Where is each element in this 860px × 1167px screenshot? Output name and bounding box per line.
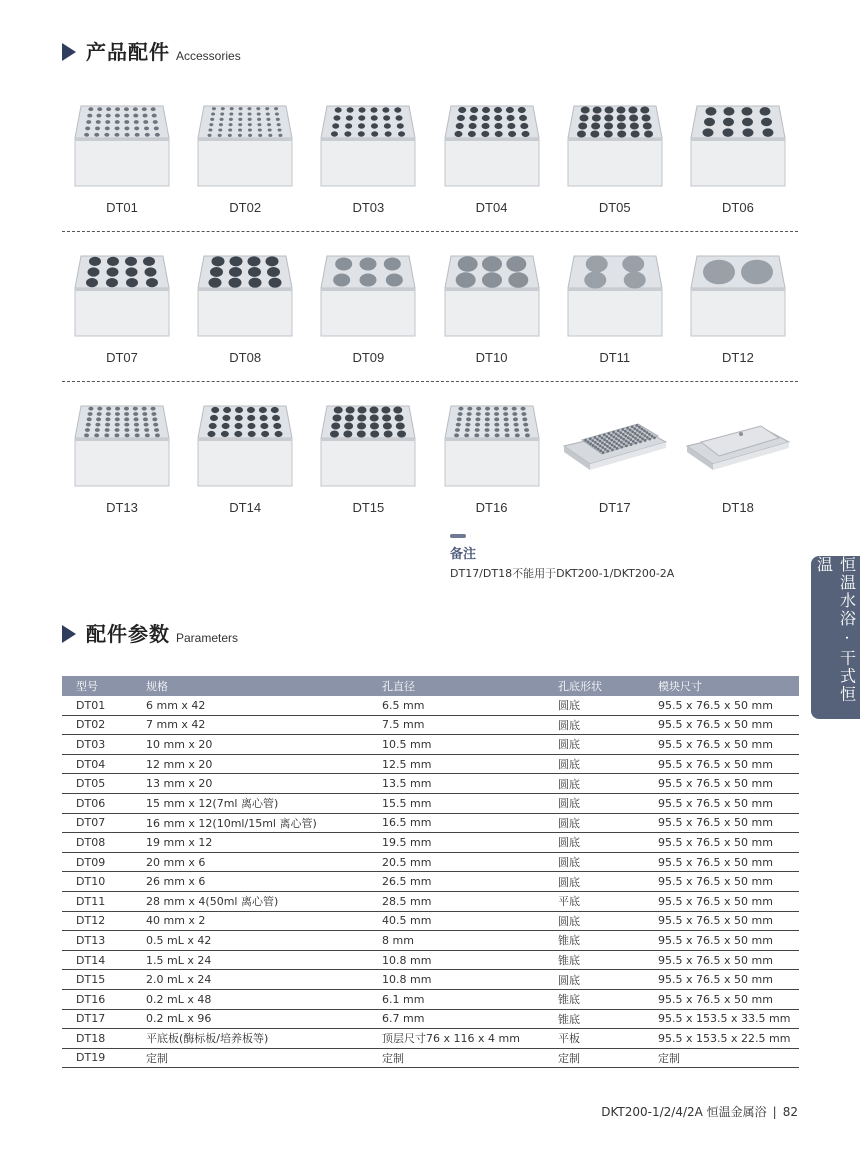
cell-block-size: 95.5 x 76.5 x 50 mm bbox=[644, 911, 799, 931]
cell-hole-diameter: 13.5 mm bbox=[368, 774, 544, 794]
product-item bbox=[185, 248, 305, 365]
product-item bbox=[62, 98, 182, 215]
product-label: DT16 bbox=[475, 500, 508, 515]
cell-spec: 16 mm x 12(10ml/15ml 离心管) bbox=[132, 813, 368, 833]
heating-block-image bbox=[683, 398, 793, 494]
heating-block-image bbox=[437, 398, 547, 494]
table-row bbox=[62, 833, 799, 853]
cell-model: DT18 bbox=[62, 1029, 132, 1049]
cell-hole-bottom: 圆底 bbox=[544, 793, 644, 813]
cell-hole-diameter: 10.8 mm bbox=[368, 950, 544, 970]
cell-block-size: 95.5 x 153.5 x 33.5 mm bbox=[644, 1009, 799, 1029]
cell-hole-bottom: 平板 bbox=[544, 1029, 644, 1049]
cell-hole-bottom: 圆底 bbox=[544, 735, 644, 755]
product-label: DT04 bbox=[475, 200, 508, 215]
product-item bbox=[308, 398, 428, 515]
product-row-1 bbox=[62, 98, 798, 215]
product-item bbox=[555, 398, 675, 515]
heating-block-image bbox=[67, 398, 177, 494]
section-title-cn: 产品配件 bbox=[86, 40, 170, 64]
cell-hole-diameter: 28.5 mm bbox=[368, 891, 544, 911]
cell-hole-bottom: 平底 bbox=[544, 891, 644, 911]
cell-block-size: 95.5 x 76.5 x 50 mm bbox=[644, 872, 799, 892]
table-row bbox=[62, 852, 799, 872]
table-row bbox=[62, 774, 799, 794]
table-row bbox=[62, 970, 799, 990]
cell-block-size: 95.5 x 76.5 x 50 mm bbox=[644, 754, 799, 774]
section-header-parameters bbox=[62, 618, 238, 647]
cell-spec: 0.2 mL x 96 bbox=[132, 1009, 368, 1029]
cell-hole-diameter: 8 mm bbox=[368, 931, 544, 951]
table-row bbox=[62, 1029, 799, 1049]
cell-hole-diameter: 6.5 mm bbox=[368, 696, 544, 715]
cell-hole-bottom: 定制 bbox=[544, 1048, 644, 1068]
footer-title: DKT200-1/2/4/2A 恒温金属浴 bbox=[601, 1105, 767, 1119]
cell-spec: 平底板(酶标板/培养板等) bbox=[132, 1029, 368, 1049]
cell-spec: 10 mm x 20 bbox=[132, 735, 368, 755]
header-model: 型号 bbox=[62, 676, 132, 696]
cell-model: DT09 bbox=[62, 852, 132, 872]
product-label: DT11 bbox=[599, 350, 631, 365]
cell-hole-bottom: 圆底 bbox=[544, 774, 644, 794]
cell-hole-diameter: 26.5 mm bbox=[368, 872, 544, 892]
table-row bbox=[62, 989, 799, 1009]
section-arrow-icon bbox=[62, 625, 76, 643]
cell-hole-diameter: 10.8 mm bbox=[368, 970, 544, 990]
table-row bbox=[62, 950, 799, 970]
cell-spec: 20 mm x 6 bbox=[132, 852, 368, 872]
cell-model: DT19 bbox=[62, 1048, 132, 1068]
cell-hole-diameter: 10.5 mm bbox=[368, 735, 544, 755]
cell-hole-bottom: 圆底 bbox=[544, 696, 644, 715]
cell-block-size: 95.5 x 76.5 x 50 mm bbox=[644, 696, 799, 715]
cell-model: DT02 bbox=[62, 715, 132, 735]
cell-model: DT06 bbox=[62, 793, 132, 813]
header-spec: 规格 bbox=[132, 676, 368, 696]
product-item bbox=[432, 98, 552, 215]
product-item bbox=[62, 248, 182, 365]
product-item bbox=[308, 98, 428, 215]
heating-block-image bbox=[437, 98, 547, 194]
product-label: DT14 bbox=[229, 500, 262, 515]
cell-hole-diameter: 7.5 mm bbox=[368, 715, 544, 735]
cell-model: DT03 bbox=[62, 735, 132, 755]
cell-spec: 6 mm x 42 bbox=[132, 696, 368, 715]
table-row bbox=[62, 872, 799, 892]
section-title-en: Accessories bbox=[176, 49, 241, 63]
heating-block-image bbox=[683, 248, 793, 344]
heating-block-image bbox=[67, 98, 177, 194]
table-row bbox=[62, 1048, 799, 1068]
product-label: DT13 bbox=[106, 500, 138, 515]
cell-model: DT16 bbox=[62, 989, 132, 1009]
cell-model: DT12 bbox=[62, 911, 132, 931]
cell-block-size: 定制 bbox=[644, 1048, 799, 1068]
heating-block-image bbox=[560, 398, 670, 494]
side-tab-label: 恒温水浴 · 干式恒温 bbox=[814, 556, 857, 704]
cell-hole-bottom: 圆底 bbox=[544, 852, 644, 872]
cell-spec: 0.2 mL x 48 bbox=[132, 989, 368, 1009]
cell-spec: 28 mm x 4(50ml 离心管) bbox=[132, 891, 368, 911]
product-item bbox=[678, 98, 798, 215]
heating-block-image bbox=[190, 248, 300, 344]
cell-hole-diameter: 6.7 mm bbox=[368, 1009, 544, 1029]
cell-spec: 40 mm x 2 bbox=[132, 911, 368, 931]
table-row bbox=[62, 754, 799, 774]
cell-spec: 2.0 mL x 24 bbox=[132, 970, 368, 990]
product-item bbox=[432, 398, 552, 515]
side-category-tab bbox=[811, 556, 860, 719]
cell-model: DT11 bbox=[62, 891, 132, 911]
cell-block-size: 95.5 x 76.5 x 50 mm bbox=[644, 735, 799, 755]
cell-block-size: 95.5 x 76.5 x 50 mm bbox=[644, 715, 799, 735]
cell-spec: 15 mm x 12(7ml 离心管) bbox=[132, 793, 368, 813]
cell-hole-bottom: 锥底 bbox=[544, 950, 644, 970]
cell-hole-bottom: 圆底 bbox=[544, 813, 644, 833]
product-label: DT09 bbox=[352, 350, 385, 365]
heating-block-image bbox=[313, 98, 423, 194]
cell-spec: 12 mm x 20 bbox=[132, 754, 368, 774]
cell-hole-diameter: 16.5 mm bbox=[368, 813, 544, 833]
product-item bbox=[555, 98, 675, 215]
product-label: DT17 bbox=[598, 500, 631, 515]
product-item bbox=[555, 248, 675, 365]
product-label: DT12 bbox=[722, 350, 754, 365]
product-label: DT05 bbox=[598, 200, 631, 215]
section-header-accessories bbox=[62, 36, 241, 65]
cell-hole-bottom: 圆底 bbox=[544, 911, 644, 931]
note-text: DT17/DT18不能用于DKT200-1/DKT200-2A bbox=[450, 567, 675, 580]
cell-model: DT14 bbox=[62, 950, 132, 970]
cell-hole-bottom: 圆底 bbox=[544, 833, 644, 853]
product-label: DT10 bbox=[475, 350, 508, 365]
heating-block-image bbox=[560, 248, 670, 344]
product-label: DT06 bbox=[722, 200, 754, 215]
product-label: DT07 bbox=[106, 350, 138, 365]
cell-hole-bottom: 锥底 bbox=[544, 989, 644, 1009]
table-row bbox=[62, 696, 799, 715]
table-row bbox=[62, 931, 799, 951]
table-row bbox=[62, 813, 799, 833]
page-footer bbox=[601, 1103, 798, 1120]
cell-block-size: 95.5 x 76.5 x 50 mm bbox=[644, 989, 799, 1009]
cell-hole-bottom: 圆底 bbox=[544, 715, 644, 735]
table-row bbox=[62, 793, 799, 813]
product-label: DT15 bbox=[352, 500, 385, 515]
cell-block-size: 95.5 x 76.5 x 50 mm bbox=[644, 970, 799, 990]
cell-spec: 0.5 mL x 42 bbox=[132, 931, 368, 951]
cell-hole-diameter: 定制 bbox=[368, 1048, 544, 1068]
row-divider bbox=[62, 231, 798, 232]
cell-model: DT15 bbox=[62, 970, 132, 990]
note-title: 备注 bbox=[450, 547, 477, 562]
cell-model: DT17 bbox=[62, 1009, 132, 1029]
cell-hole-bottom: 圆底 bbox=[544, 754, 644, 774]
cell-hole-diameter: 19.5 mm bbox=[368, 833, 544, 853]
cell-model: DT05 bbox=[62, 774, 132, 794]
product-item bbox=[185, 98, 305, 215]
cell-hole-diameter: 12.5 mm bbox=[368, 754, 544, 774]
header-block-size: 模块尺寸 bbox=[644, 676, 799, 696]
cell-block-size: 95.5 x 76.5 x 50 mm bbox=[644, 950, 799, 970]
section-arrow-icon bbox=[62, 43, 76, 61]
cell-hole-bottom: 圆底 bbox=[544, 872, 644, 892]
cell-block-size: 95.5 x 76.5 x 50 mm bbox=[644, 813, 799, 833]
cell-spec: 19 mm x 12 bbox=[132, 833, 368, 853]
table-row bbox=[62, 735, 799, 755]
cell-spec: 13 mm x 20 bbox=[132, 774, 368, 794]
heating-block-image bbox=[313, 398, 423, 494]
cell-hole-bottom: 锥底 bbox=[544, 1009, 644, 1029]
section-title-en: Parameters bbox=[176, 631, 239, 645]
cell-block-size: 95.5 x 76.5 x 50 mm bbox=[644, 852, 799, 872]
product-item bbox=[678, 398, 798, 515]
note-bar bbox=[450, 534, 466, 538]
cell-model: DT07 bbox=[62, 813, 132, 833]
product-label: DT08 bbox=[229, 350, 262, 365]
heating-block-image bbox=[560, 98, 670, 194]
product-item bbox=[678, 248, 798, 365]
product-row-2 bbox=[62, 248, 798, 365]
table-row bbox=[62, 891, 799, 911]
heating-block-image bbox=[190, 398, 300, 494]
cell-hole-bottom: 圆底 bbox=[544, 970, 644, 990]
cell-hole-diameter: 6.1 mm bbox=[368, 989, 544, 1009]
cell-block-size: 95.5 x 76.5 x 50 mm bbox=[644, 833, 799, 853]
cell-model: DT01 bbox=[62, 696, 132, 715]
cell-block-size: 95.5 x 76.5 x 50 mm bbox=[644, 793, 799, 813]
cell-model: DT13 bbox=[62, 931, 132, 951]
product-label: DT18 bbox=[722, 500, 754, 515]
table-row bbox=[62, 1009, 799, 1029]
cell-model: DT10 bbox=[62, 872, 132, 892]
cell-hole-diameter: 15.5 mm bbox=[368, 793, 544, 813]
product-item bbox=[62, 398, 182, 515]
product-item bbox=[432, 248, 552, 365]
section-title-cn: 配件参数 bbox=[86, 622, 170, 646]
product-item bbox=[185, 398, 305, 515]
product-label: DT03 bbox=[352, 200, 385, 215]
heating-block-image bbox=[190, 98, 300, 194]
cell-spec: 26 mm x 6 bbox=[132, 872, 368, 892]
cell-block-size: 95.5 x 153.5 x 22.5 mm bbox=[644, 1029, 799, 1049]
cell-model: DT08 bbox=[62, 833, 132, 853]
heating-block-image bbox=[313, 248, 423, 344]
cell-spec: 1.5 mL x 24 bbox=[132, 950, 368, 970]
cell-block-size: 95.5 x 76.5 x 50 mm bbox=[644, 891, 799, 911]
heating-block-image bbox=[683, 98, 793, 194]
table-row bbox=[62, 911, 799, 931]
product-row-3 bbox=[62, 398, 798, 515]
cell-spec: 定制 bbox=[132, 1048, 368, 1068]
cell-model: DT04 bbox=[62, 754, 132, 774]
page-number: 82 bbox=[782, 1105, 798, 1119]
product-item bbox=[308, 248, 428, 365]
table-header-row bbox=[62, 676, 799, 696]
cell-hole-diameter: 20.5 mm bbox=[368, 852, 544, 872]
cell-block-size: 95.5 x 76.5 x 50 mm bbox=[644, 774, 799, 794]
cell-block-size: 95.5 x 76.5 x 50 mm bbox=[644, 931, 799, 951]
parameters-table bbox=[62, 676, 799, 1068]
header-hole-bottom: 孔底形状 bbox=[544, 676, 644, 696]
cell-hole-bottom: 锥底 bbox=[544, 931, 644, 951]
cell-spec: 7 mm x 42 bbox=[132, 715, 368, 735]
table-row bbox=[62, 715, 799, 735]
heating-block-image bbox=[437, 248, 547, 344]
heating-block-image bbox=[67, 248, 177, 344]
row-divider bbox=[62, 381, 798, 382]
cell-hole-diameter: 顶层尺寸76 x 116 x 4 mm bbox=[368, 1029, 544, 1049]
product-label: DT02 bbox=[229, 200, 262, 215]
cell-hole-diameter: 40.5 mm bbox=[368, 911, 544, 931]
product-label: DT01 bbox=[106, 200, 138, 215]
footer-separator: | bbox=[772, 1105, 777, 1119]
header-hole-diameter: 孔直径 bbox=[368, 676, 544, 696]
